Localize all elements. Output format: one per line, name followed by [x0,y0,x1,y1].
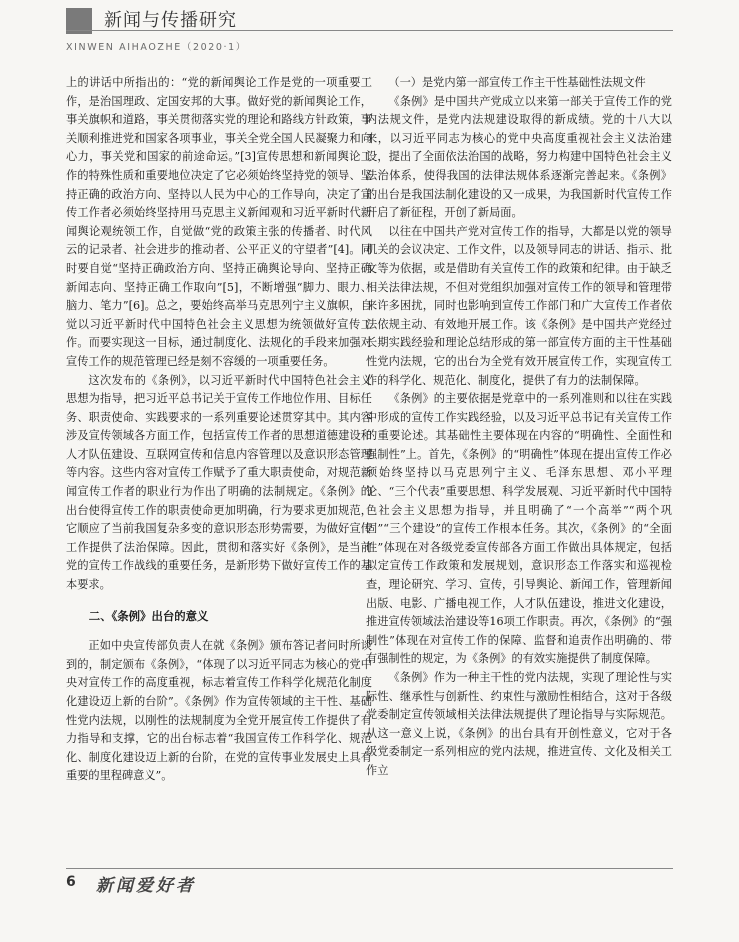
paragraph: 《条例》作为一种主干性的党内法规，实现了理论性与实际性、继承性与创新性、约束性与激励性相结合，这对于各级党委制定宣传领域相关法律法规提供了理论指导与实际规范。从这一意义上说，《条例》的出台具有开创性意义，它对于各级党委制定一系列相应的党内法规，推进宣传、文化及相关工作立 [366,671,672,777]
page-number: 6 [66,874,76,890]
paragraph: 正如中央宣传部负责人在就《条例》颁布答记者问时所谈到的，制定颁布《条例》，“体现了以习近平同志为核心的党中央对宣传工作的高度重视，标志着宣传工作科学化规范化制度化建设迈上新的台阶”。《条例》作为宣传领域的主干性、基础性党内法规，以刚性的法规制度为全党开展宣传工作提供了有力指导和支撑，它的出台标志着“我国宣传工作科学化、规范化、制度化建设迈上新的台阶，在党的宣传事业发展史上具有重要的里程碑意义”。 [66,639,372,783]
left-column [66,74,372,786]
paragraph: 《条例》是中国共产党成立以来第一部关于宣传工作的党内法规文件，是党内法规建设取得的新成绩。党的十八大以来，以习近平同志为核心的党中央高度重视社会主义法治建设，提出了全面依法治国的战略，努力构建中国特色社会主义法治体系，使得我国的法律法规体系逐渐完善起来。《条例》的出台是我国法制化建设的又一成果，为我国新时代宣传工作开启了新征程，开创了新局面。 [366,94,672,220]
header-divider [66,30,673,31]
journal-title: 新闻与传播研究 [104,10,237,31]
journal-issue: XINWEN AIHAOZHE（2020·1） [66,42,247,53]
paragraph: 上的讲话中所指出的：“党的新闻舆论工作是党的一项重要工作，是治国理政、定国安邦的大事。做好党的新闻舆论工作，事关旗帜和道路，事关贯彻落实党的理论和路线方针政策，事关顺利推进党和国家各项事业，事关全党全国人民凝聚力和向心力，事关党和国家的前途命运。”[3]宣传思想和新闻舆论工作的特殊性质和重要地位决定了它必须始终坚持党的领导、坚持正确的政治方向、坚持以人民为中心的工作导向，决定了宣传工作者必须始终坚持用马克思主义新闻观和习近平新时代新闻舆论观统领工作，自觉做“党的政策主张的传播者、时代风云的记录者、社会进步的推动者、公平正义的守望者”[4]。同时要自觉“坚持正确政治方向、坚持正确舆论导向、坚持正确新闻志向、坚持正确工作取向”[5]，不断增强“脚力、眼力、脑力、笔力”[6]。总之，要始终高举马克思列宁主义旗帜，自觉以习近平新时代中国特色社会主义思想为统领做好宣传工作。而要实现这一目标，通过制度化、法规化的手段来加强对宣传工作的规范管理已经是刻不容缓的一项重要任务。 [66,76,372,368]
subsection-heading: （一）是党内第一部宣传工作主干性基础性法规文件 [388,76,646,89]
paragraph: 这次发布的《条例》，以习近平新时代中国特色社会主义思想为指导，把习近平总书记关于宣传工作地位作用、目标任务、职责使命、实践要求的一系列重要论述贯穿其中。其内容涉及宣传领域各方面工作，包括宣传工作者的思想道德建设和人才队伍建设、互联网宣传和信息内容管理以及意识形态管理等内容。这些内容对宣传工作赋予了重大职责使命，对规范新闻宣传工作者的职业行为作出了明确的法制规定。《条例》的出台使得宣传工作的职责使命更加明确，行为要求更加规范，它顺应了当前我国复杂多变的意识形态形势需要，为做好宣传工作提供了法治保障。因此，贯彻和落实好《条例》，是当前党的宣传工作战线的重要任务，是新形势下做好宣传工作的基本要求。 [66,373,372,592]
paragraph: 《条例》的主要依据是党章中的一系列准则和以往在实践中形成的宣传工作实践经验，以及习近平总书记有关宣传工作的重要论述。其基础性主要体现在内容的“明确性、全面性和强制性”上。首先，《条例》的“明确性”体现在提出宣传工作必须始终坚持以马克思列宁主义、毛泽东思想、邓小平理论、“三个代表”重要思想、科学发展观、习近平新时代中国特色社会主义思想为指导，并且明确了“一个高举”“两个巩固”“三个建设”的宣传工作根本任务。其次，《条例》的“全面性”体现在对各级党委宣传部各方面工作做出具体规定，包括拟定宣传工作政策和发展规划，意识形态工作落实和巡视检查，理论研究、学习、宣传，引导舆论、新闻工作，管理新闻出版、电影、广播电视工作，人才队伍建设，推进文化建设，推进宣传领域法治建设等16项工作职责。再次，《条例》的“强制性”体现在对宣传工作的保障、监督和追责作出明确的、带有强制性的规定，为《条例》的有效实施提供了制度保障。 [366,392,672,666]
section-heading: 二、《条例》出台的意义 [88,608,209,623]
footer-divider [66,868,673,869]
right-column [366,74,672,781]
paragraph: 以往在中国共产党对宣传工作的指导，大都是以党的领导机关的会议决定、工作文件，以及领导同志的讲话、指示、批文等为依据，或是借助有关宣传工作的政策和纪律。由于缺乏相关法律法规，不但对党组织加强对宣传工作的领导和管理带来许多困扰，同时也影响到宣传工作部门和广大宣传工作者依法依规主动、有效地开展工作。该《条例》是中国共产党经过长期实践经验和理论总结形成的第一部宣传方面的主干性基础性党内法规，它的出台为全党有效开展宣传工作，实现宣传工作的科学化、规范化、制度化，提供了有力的法制保障。 [366,224,672,387]
magazine-name: 新闻爱好者 [96,876,196,896]
